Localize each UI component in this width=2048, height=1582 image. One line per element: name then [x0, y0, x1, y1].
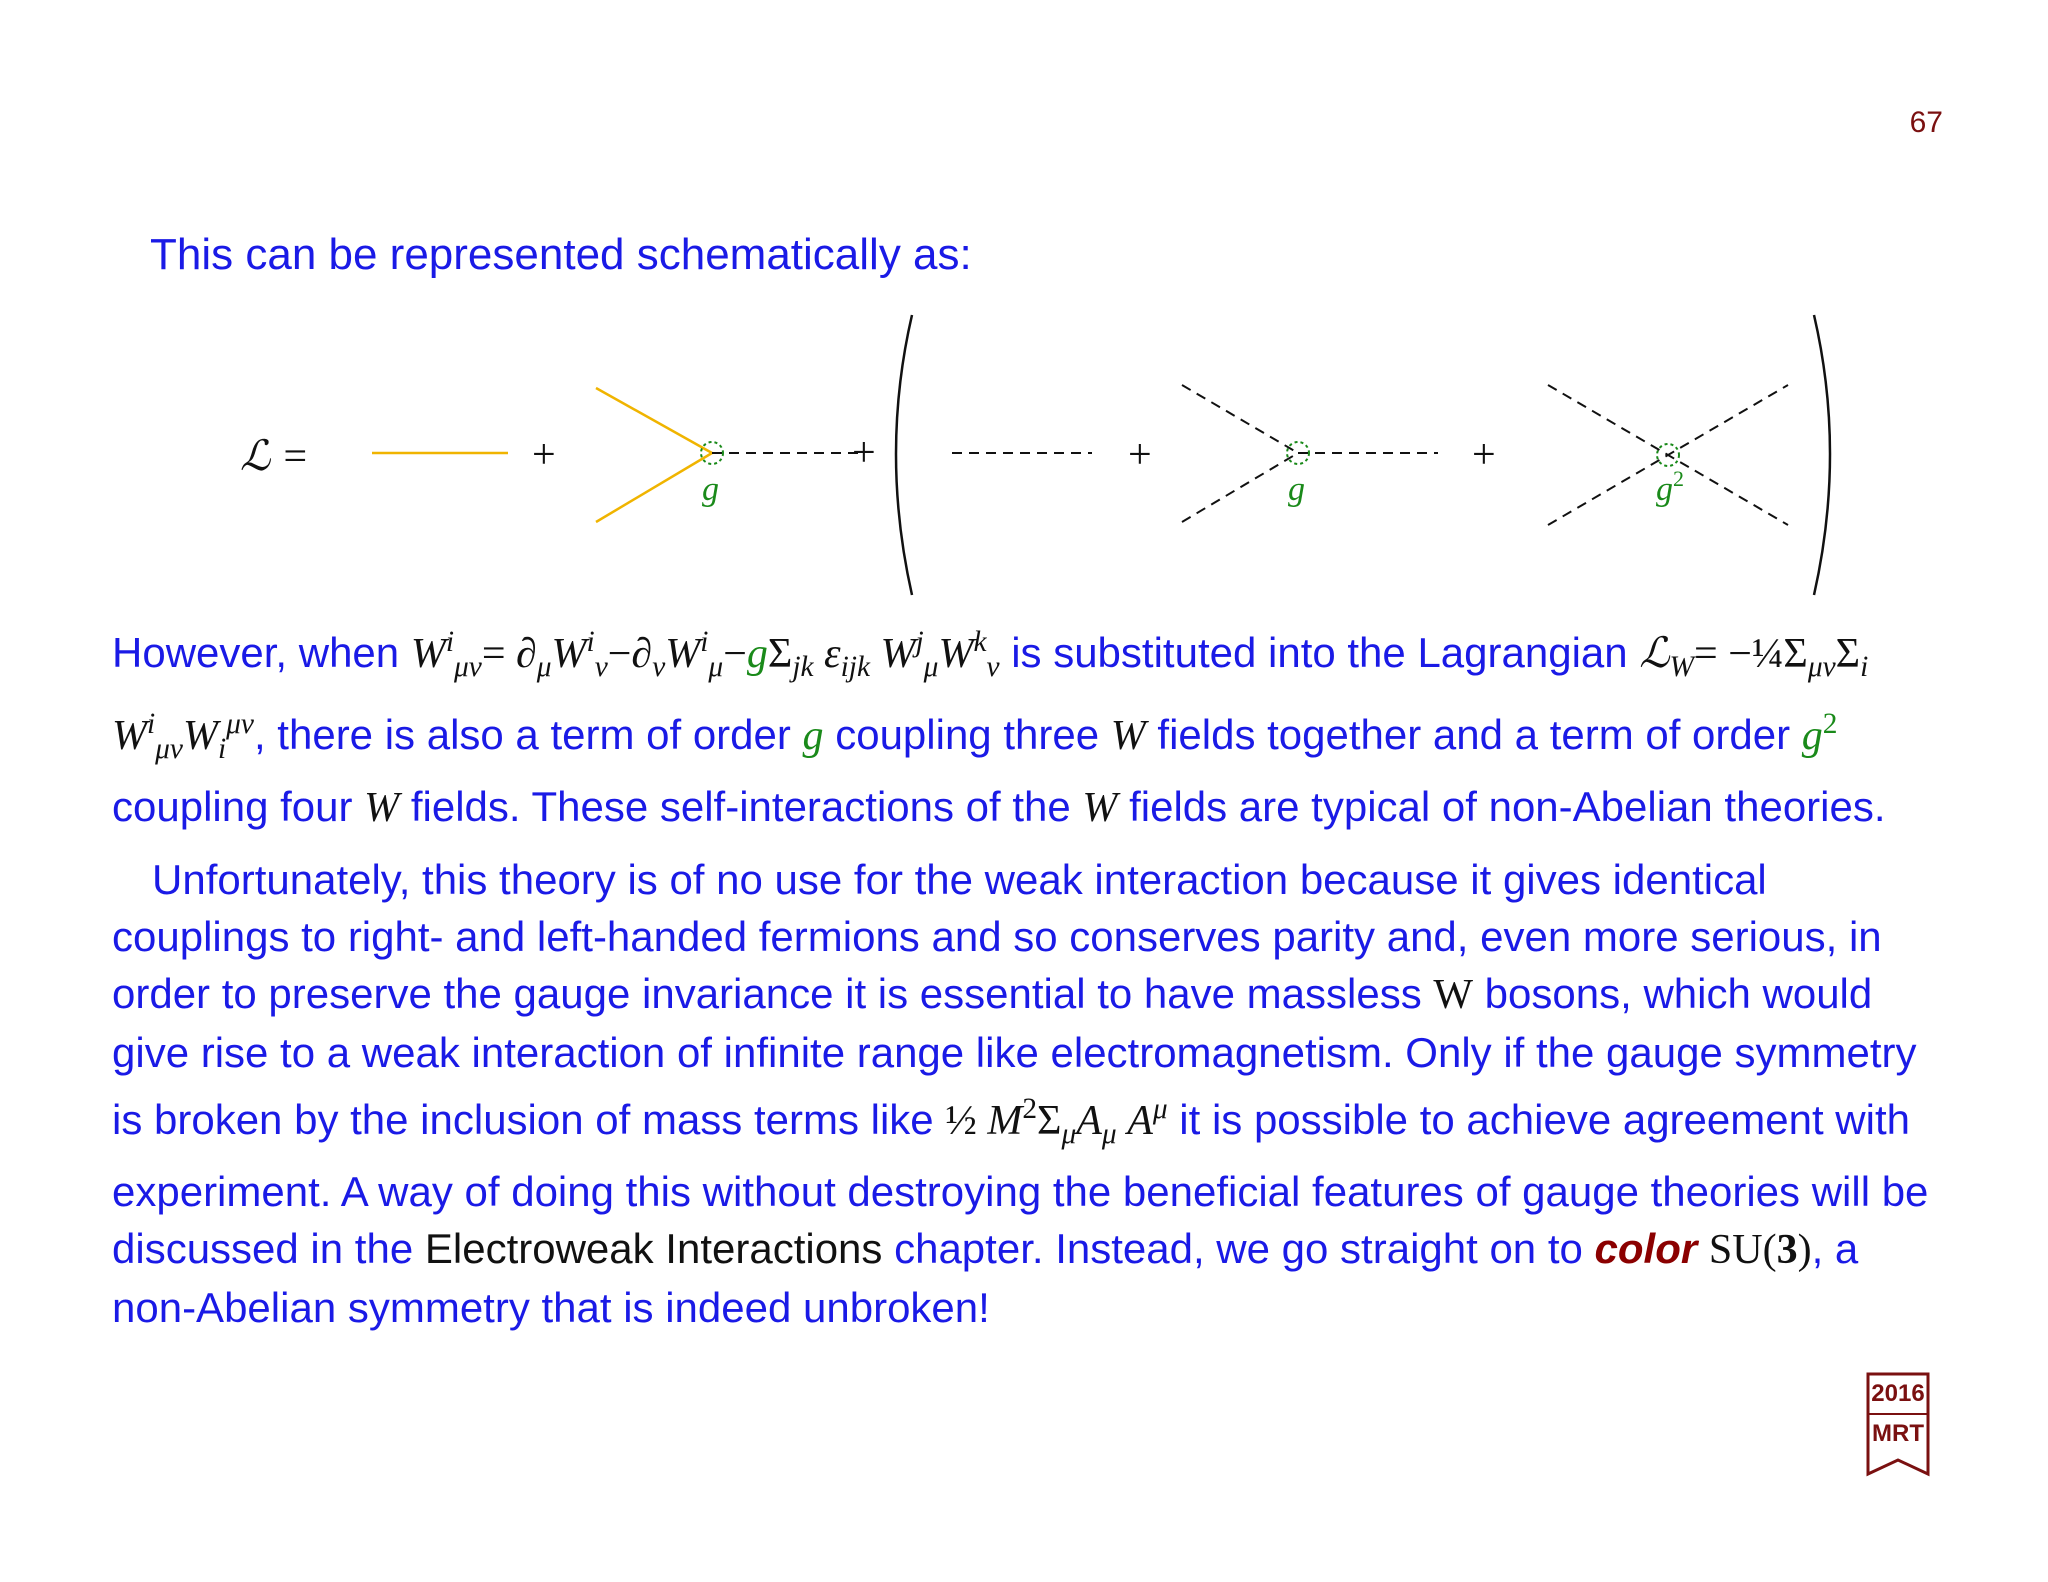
left-parenthesis [896, 315, 912, 595]
page-number: 67 [1909, 106, 1943, 139]
mass-term-expression: ½ $M^2\Sigma_\mu A_\mu$ $A^\mu$ [945, 1093, 1168, 1150]
coupling-label-3 [1656, 466, 1684, 508]
lagrangian-w-expression: ℒ$_W$= $-\frac{1}{4}\Sigma_{\mu\nu}\Sigma_i$ $W^i_{\mu\nu}W_i^{\mu\nu}$ [112, 631, 1869, 765]
fermion-line-upper [596, 388, 712, 453]
right-parenthesis [1814, 315, 1830, 595]
field-strength-equation: $W^i_{\mu\nu}= \partial_\mu W^i_\nu-\partial_\nu W^i_\mu-g\Sigma_{jk}$ $\varepsilon_{ijk}$ $W^j_\mu W^k_\nu$ [410, 626, 1000, 683]
plus-sign-1: + [532, 432, 556, 478]
plus-sign-4: + [1472, 432, 1496, 478]
three-w-line-lower [1182, 453, 1298, 522]
chapter-reference: Electroweak Interactions [424, 1224, 883, 1272]
badge-initials: MRT [1872, 1420, 1924, 1447]
coupling-label-1: g [702, 471, 719, 508]
lagrangian-lhs: ℒ = [240, 434, 310, 480]
lagrangian-diagram [0, 300, 2048, 600]
three-w-line-upper [1182, 385, 1298, 453]
plus-sign-3: + [1128, 432, 1152, 478]
coupling-g2-exponent: 2 [1673, 466, 1684, 491]
plus-sign-2: + [852, 430, 876, 476]
coupling-g2-base: g [1656, 471, 1673, 508]
intro-text: This can be represented schematically as: [150, 230, 972, 279]
coupling-label-2: g [1288, 471, 1305, 508]
paragraph-2: Unfortunately, this theory is of no use for the weak interaction because it gives identical couplings to right- and left-handed fermions and so conserves parity and, even more serious, in order to preserve the gauge invariance it is essential to have massless W bosons, which would give rise to a weak interaction of infinite range like electromagnetism. Only if the gauge symmetry is broken by the inclusion of mass terms like ½ $M^2\Sigma_\mu A_\mu$ $A^\mu$ it is possible to achieve agreement with experiment. A way of doing this without destroying the beneficial features of gauge theories will be discussed in the Electroweak Interactions chapter. Instead, we go straight on to color SU(3), a non-Abelian symmetry that is indeed unbroken! [112, 856, 1929, 1331]
fermion-line-lower [596, 453, 712, 522]
emphasis-color: color [1594, 1224, 1698, 1272]
paragraph-1: However, when $W^i_{\mu\nu}= \partial_\mu W^i_\nu-\partial_\nu W^i_\mu-g\Sigma_{jk}$ $\varepsilon_{ijk}$ $W^j_\mu W^k_\nu$ is substituted into the Lagrangian ℒ$_W$= $-\frac{1}{4}\Sigma_{\mu\nu}\Sigma_i$ $W^i_{\mu\nu}W_i^{\mu\nu}$, there is also a term of order g coupling three W fields together and a term of order $g^2$ coupling four W fields. These self-interactions of the W fields are typical of non-Abelian theories. [112, 626, 1886, 831]
su3-symbol: SU(3) [1708, 1226, 1812, 1273]
badge-year: 2016 [1871, 1380, 1925, 1407]
